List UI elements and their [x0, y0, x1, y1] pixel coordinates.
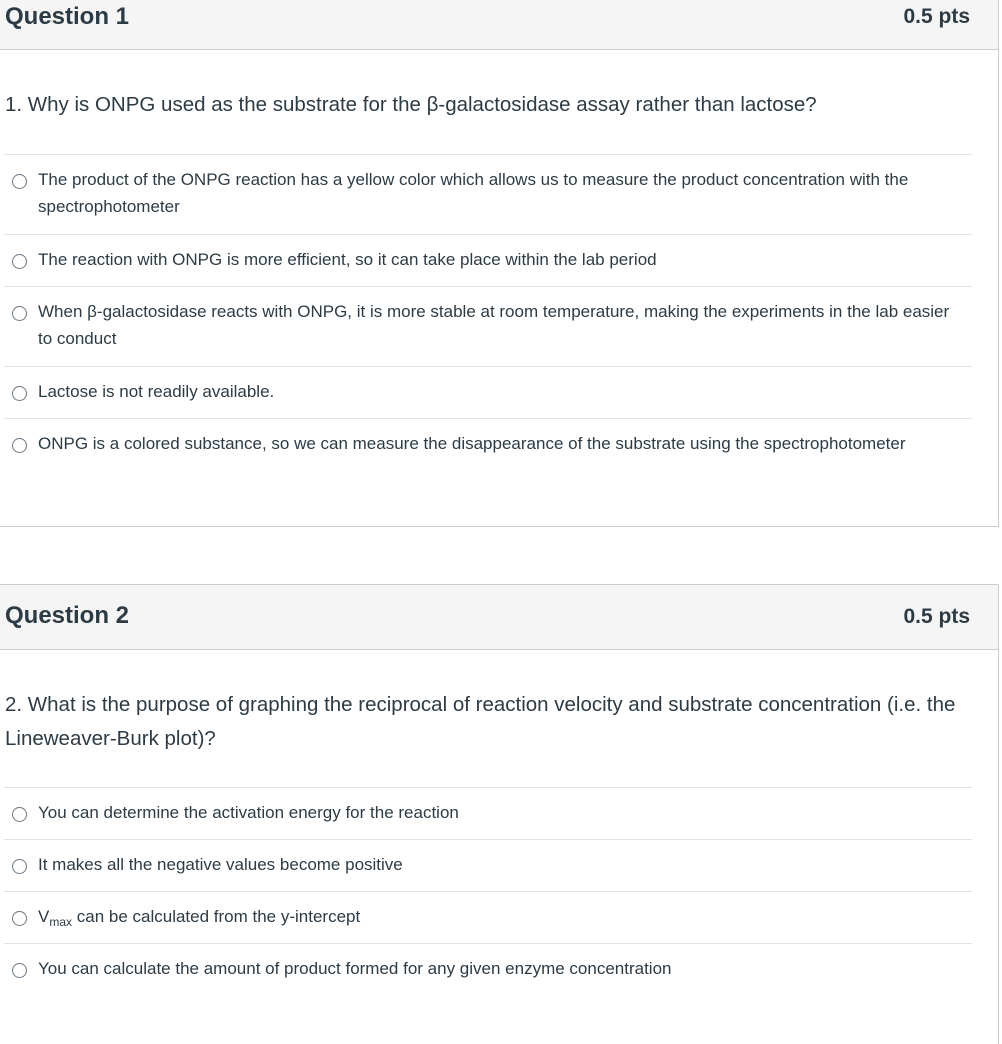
question-2-title: Question 2	[5, 602, 130, 629]
answer-label: Lactose is not readily available.	[38, 382, 275, 401]
answer-label: ONPG is a colored substance, so we can measure the disappearance of the substrate using the spectrophotometer	[38, 434, 906, 453]
radio-button[interactable]	[12, 386, 27, 401]
vmax-subscript: max	[49, 915, 73, 929]
question-1-header	[0, 0, 998, 50]
answer-label: You can determine the activation energy for the reaction	[38, 803, 459, 822]
q1-answer-4[interactable]	[4, 366, 972, 418]
q1-answer-2[interactable]	[4, 234, 972, 286]
answer-label: It makes all the negative values become positive	[38, 855, 403, 874]
answer-label	[38, 903, 952, 930]
question-2-header	[0, 585, 998, 650]
radio-button[interactable]	[12, 963, 27, 978]
question-2-answers	[4, 787, 972, 995]
question-2-text: 2. What is the purpose of graphing the reciprocal of reaction velocity and substrate concentration (i.e. the Lineweaver-Burk plot)?	[5, 693, 956, 750]
q2-answer-3[interactable]	[4, 891, 972, 943]
radio-button[interactable]	[12, 911, 27, 926]
radio-button[interactable]	[12, 306, 27, 321]
answer-label: The reaction with ONPG is more efficient, so it can take place within the lab period	[38, 250, 657, 269]
radio-button[interactable]	[12, 807, 27, 822]
q2-answer-2[interactable]	[4, 839, 972, 891]
vmax-answer-text: can be calculated from the y-intercept	[72, 907, 361, 926]
radio-button[interactable]	[12, 254, 27, 269]
vmax-symbol: V	[38, 907, 50, 926]
question-1-points: 0.5 pts	[903, 5, 970, 28]
radio-button[interactable]	[12, 859, 27, 874]
question-2-card	[0, 584, 999, 1044]
answer-label: You can calculate the amount of product formed for any given enzyme concentration	[38, 959, 672, 978]
answer-label: When β-galactosidase reacts with ONPG, it is more stable at room temperature, making the experiments in the lab easier to conduct	[38, 302, 950, 348]
q2-answer-4[interactable]	[4, 943, 972, 995]
question-1-answers	[4, 154, 972, 498]
question-1-title: Question 1	[5, 3, 130, 30]
radio-button[interactable]	[12, 438, 27, 453]
answer-label: The product of the ONPG reaction has a yellow color which allows us to measure the product concentration with the spectrophotometer	[38, 170, 909, 216]
question-2-points: 0.5 pts	[903, 605, 970, 628]
q1-answer-5[interactable]	[4, 418, 972, 498]
q2-answer-1[interactable]	[4, 787, 972, 839]
question-1-text: 1. Why is ONPG used as the substrate for the β-galactosidase assay rather than lactose?	[5, 93, 817, 116]
q1-answer-1[interactable]	[4, 154, 972, 234]
radio-button[interactable]	[12, 174, 27, 189]
q1-answer-3[interactable]	[4, 286, 972, 366]
